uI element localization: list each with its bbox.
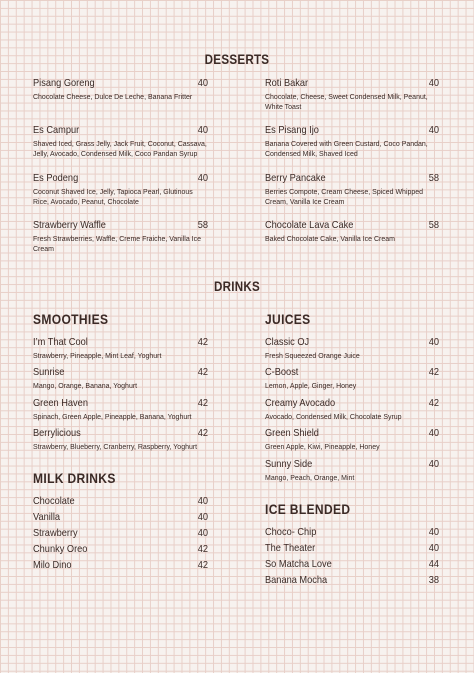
menu-item — [265, 336, 440, 361]
item-name: Sunrise — [33, 366, 65, 378]
ice-blended-title: ICE BLENDED — [265, 501, 351, 517]
item-description: Fresh Strawberries, Waffle, Creme Fraiche, Vanilla Ice Cream — [33, 234, 201, 253]
menu-item — [33, 527, 209, 539]
item-name: C-Boost — [265, 366, 299, 378]
menu-item — [265, 366, 440, 391]
item-price: 40 — [198, 511, 209, 523]
item-price: 42 — [198, 397, 209, 409]
item-description: Spinach, Green Apple, Pineapple, Banana, Yoghurt — [33, 412, 192, 421]
item-name: Berrylicious — [33, 427, 81, 439]
menu-item — [33, 219, 209, 253]
item-price: 42 — [198, 559, 209, 571]
menu-item — [265, 77, 440, 111]
item-name: Sunny Side — [265, 458, 313, 470]
juices-title: JUICES — [265, 311, 311, 327]
menu-item — [265, 526, 440, 538]
menu-item — [265, 558, 440, 570]
item-name: Chocolate Lava Cake — [265, 219, 354, 231]
menu-item — [265, 542, 440, 554]
menu-item — [33, 124, 209, 158]
item-description: Green Apple, Kiwi, Pineapple, Honey — [265, 442, 380, 451]
item-price: 40 — [429, 336, 440, 348]
menu-item — [33, 427, 209, 452]
item-description: Strawberry, Blueberry, Cranberry, Raspberry, Yoghurt — [33, 442, 198, 451]
smoothies-title: SMOOTHIES — [33, 311, 109, 327]
item-name: Strawberry Waffle — [33, 219, 106, 231]
item-name: The Theater — [265, 542, 316, 554]
item-description: Coconut Shaved Ice, Jelly, Tapioca Pearl, Glutinous Rice, Avocado, Peanut, Chocolate — [33, 187, 193, 206]
item-description: Baked Chocolate Cake, Vanilla Ice Cream — [265, 234, 395, 243]
item-price: 58 — [429, 219, 440, 231]
menu-item — [33, 366, 209, 391]
milk-drinks-title: MILK DRINKS — [33, 470, 116, 486]
item-name: I’m That Cool — [33, 336, 88, 348]
item-name: Es Campur — [33, 124, 80, 136]
item-name: Chocolate — [33, 495, 75, 507]
item-price: 40 — [429, 427, 440, 439]
item-price: 42 — [198, 366, 209, 378]
item-name: Es Pisang Ijo — [265, 124, 319, 136]
menu-item — [265, 124, 440, 158]
item-name: Milo Dino — [33, 559, 72, 571]
item-price: 42 — [198, 543, 209, 555]
item-name: Strawberry — [33, 527, 78, 539]
item-price: 40 — [198, 124, 209, 136]
item-name: Creamy Avocado — [265, 397, 336, 409]
item-name: Roti Bakar — [265, 77, 309, 89]
item-name: Classic OJ — [265, 336, 310, 348]
item-price: 40 — [429, 526, 440, 538]
menu-item — [33, 559, 209, 571]
menu-item — [265, 458, 440, 483]
item-name: Pisang Goreng — [33, 77, 95, 89]
drinks-title: DRINKS — [213, 279, 261, 294]
item-name: Chunky Oreo — [33, 543, 88, 555]
item-price: 42 — [429, 366, 440, 378]
item-description: Mango, Peach, Orange, Mint — [265, 473, 355, 482]
item-description: Avocado, Condensed Milk, Chocolate Syrup — [265, 412, 402, 421]
menu-item — [265, 219, 440, 244]
item-name: Choco- Chip — [265, 526, 317, 538]
item-description: Banana Covered with Green Custard, Coco Pandan, Condensed Milk, Shaved Iced — [265, 139, 428, 158]
item-name: Green Haven — [33, 397, 88, 409]
item-name: So Matcha Love — [265, 558, 332, 570]
item-description: Berries Compote, Cream Cheese, Spiced Whipped Cream, Vanilla Ice Cream — [265, 187, 424, 206]
item-price: 40 — [429, 124, 440, 136]
item-price: 40 — [198, 527, 209, 539]
item-price: 42 — [198, 427, 209, 439]
menu-item — [33, 543, 209, 555]
menu-item — [33, 336, 209, 361]
item-description: Chocolate Cheese, Dulce De Leche, Banana Fritter — [33, 92, 193, 101]
menu-item — [33, 511, 209, 523]
menu-item — [33, 172, 209, 206]
item-price: 42 — [429, 397, 440, 409]
item-price: 40 — [198, 77, 209, 89]
item-price: 40 — [198, 495, 209, 507]
item-description: Lemon, Apple, Ginger, Honey — [265, 381, 357, 390]
item-name: Vanilla — [33, 511, 61, 523]
menu-item — [265, 172, 440, 206]
menu-item — [265, 574, 440, 586]
menu-item — [265, 397, 440, 422]
item-price: 40 — [198, 172, 209, 184]
item-description: Mango, Orange, Banana, Yoghurt — [33, 381, 138, 390]
item-price: 58 — [429, 172, 440, 184]
item-price: 58 — [198, 219, 209, 231]
item-price: 40 — [429, 458, 440, 470]
menu-item — [33, 495, 209, 507]
item-description: Chocolate, Cheese, Sweet Condensed Milk, Peanut, White Toast — [265, 92, 428, 111]
menu-item — [265, 427, 440, 452]
item-price: 40 — [429, 77, 440, 89]
item-price: 38 — [429, 574, 440, 586]
item-name: Es Podeng — [33, 172, 79, 184]
desserts-title: DESSERTS — [204, 52, 270, 67]
menu-item — [33, 77, 209, 102]
item-description: Fresh Squeezed Orange Juice — [265, 351, 360, 360]
item-name: Green Shield — [265, 427, 319, 439]
item-price: 42 — [198, 336, 209, 348]
item-description: Strawberry, Pineapple, Mint Leaf, Yoghurt — [33, 351, 162, 360]
item-price: 44 — [429, 558, 440, 570]
item-description: Shaved Iced, Grass Jelly, Jack Fruit, Coconut, Cassava, Jelly, Avocado, Condensed Milk, Coco Pandan Syrup — [33, 139, 207, 158]
item-name: Banana Mocha — [265, 574, 328, 586]
item-price: 40 — [429, 542, 440, 554]
menu-item — [33, 397, 209, 422]
item-name: Berry Pancake — [265, 172, 326, 184]
